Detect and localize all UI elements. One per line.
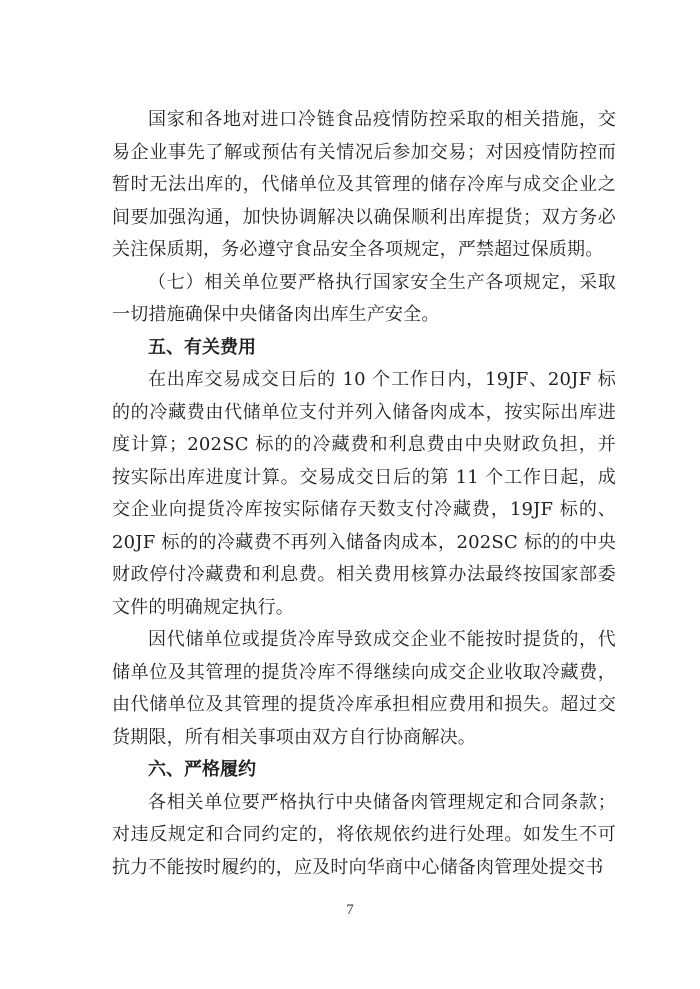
section-heading-contract-performance: 六、严格履约: [148, 759, 256, 780]
paragraph-compliance: 各相关单位要严格执行中央储备肉管理规定和合同条款；对违反规定和合同约定的，将依规依约进行处理。如发生不可抗力不能按时履约的，应及时向华商中心储备肉管理处提交书: [112, 791, 616, 878]
section-heading-fees: 五、有关费用: [148, 336, 256, 358]
paragraph-cold-storage-fees: 在出库交易成交日后的 10 个工作日内，19JF、20JF 标的的冷藏费由代储单位支付并列入储备肉成本，按实际出库进度计算；202SC 标的的冷藏费和利息费由中央财政负担，并按实际出库进度计算。交易成交日后的第 11 个工作日起，成交企业向提货冷库按实际储存天数支付冷藏费，19JF 标的、20JF 标的的冷藏费不再列入储备肉成本，202SC 标的的中央财政停付冷藏费和利息费。相关费用核算办法最终按国家部委文件的明确规定执行。: [112, 369, 616, 618]
paragraph-delayed-pickup: 因代储单位或提货冷库导致成交企业不能按时提货的，代储单位及其管理的提货冷库不得继续向成交企业收取冷藏费，由代储单位及其管理的提货冷库承担相应费用和损失。超过交货期限，所有相关事项由双方自行协商解决。: [112, 629, 616, 748]
page-number: 7: [346, 902, 354, 918]
document-body: [112, 104, 616, 884]
paragraph-safety-production: （七）相关单位要严格执行国家安全生产各项规定，采取一切措施确保中央储备肉出库生产安全。: [112, 271, 616, 325]
paragraph-epidemic-control: 国家和各地对进口冷链食品疫情防控采取的相关措施，交易企业事先了解或预估有关情况后参加交易；对因疫情防控而暂时无法出库的，代储单位及其管理的储存冷库与成交企业之间要加强沟通，加快协调解决以确保顺利出库提货；双方务必关注保质期，务必遵守食品安全各项规定，严禁超过保质期。: [112, 109, 616, 260]
